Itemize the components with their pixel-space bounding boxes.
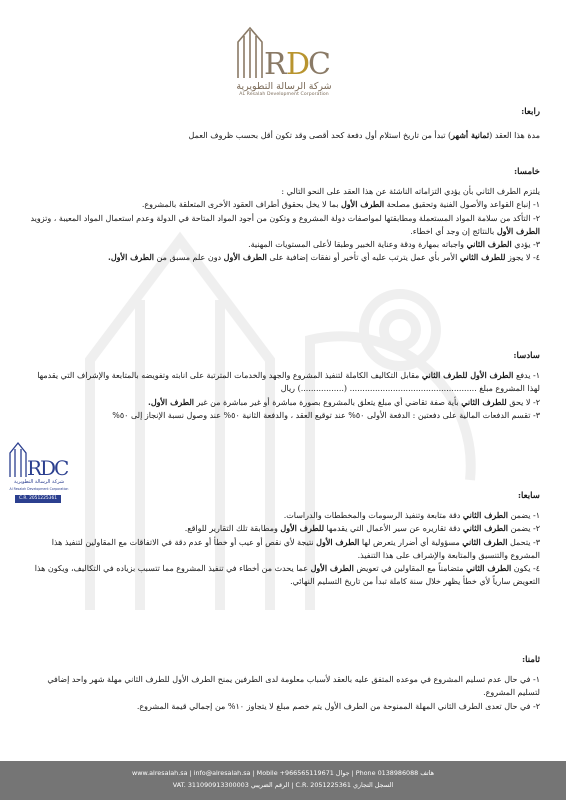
stamp-company-en: Al Resalah Development Corporation [9, 487, 69, 491]
list-item: ١- يدفع الطرف الأول للطرف الثاني مقابل التكاليف الكاملة لتنفيذ المشروع والجهد والخدمات المترتبة على انابته وتفويضه بالمتابعة والإشراف التي يقدمها لهذا المشروع مبلغ .................................................. (.................) ريال [37, 370, 540, 394]
svg-text:C: C [54, 456, 70, 480]
rdc-logo-icon [234, 22, 334, 80]
section-intro: يلتزم الطرف الثاني بأن يؤدي التزاماته الناشئة عن هذا العقد على النحو التالي : [281, 187, 540, 197]
list-item: ٤- لا يجوز للطرف الثاني الأمر بأي عمل يترتب عليه أي تأخير أو نفقات إضافية على الطرف الأول دون علم مسبق من الطرف الأول. [108, 252, 540, 263]
footer-contact-line: www.alresalah.sa | info@alresalah.sa | Mobile +966565119671 جوال | Phone 0138986088 هاتف [132, 769, 434, 777]
list-item: ٢- في حال تعدى الطرف الثاني المهلة الممنوحة من الطرف الأول يتم خصم مبلغ لا يتجاوز ١٠% من إجمالي قيمة المشروع. [136, 701, 540, 711]
company-logo [228, 22, 340, 108]
list-item: ١- في حال عدم تسليم المشروع في موعده المتفق عليه بالعقد لأسباب معلومة لدى الطرفين يمنح الطرف الأول للطرف الثاني مهلة شهر واحد إضافي لتسليم المشروع. [47, 675, 540, 698]
list-item: ٣- يتحمل الطرف الثاني مسؤولية أي أضرار يتعرض لها الطرف الأول نتيجة لأي نقص أو عيب أو خطأ أو عدم دقة في الاتفاقات مع المقاولين لتنفيذ هذا المشروع والتنسيق والمتابعة والإشراف على هذا التنفيذ. [51, 536, 540, 560]
section-sixth [30, 350, 540, 422]
section-heading: رابعا: [521, 107, 540, 117]
svg-text:R: R [27, 456, 43, 480]
list-item: ١- إنباع القواعد والأصول الفنية وتحقيق مصلحة الطرف الأول بما لا يخل بحقوق أطراف العقود الأخرى المتعلقة بالمشروع. [141, 199, 540, 210]
section-heading: سابعا: [517, 491, 540, 501]
logo-d-letter: D [286, 47, 311, 80]
list-item: ٢- لا يحق للطرف الثاني بأية صفة تقاضي أي مبلغ يتعلق بالمشروع بصورة مباشرة أو غير مباشرة من غير الطرف الأول. [148, 396, 540, 407]
section-heading: خامسا: [514, 167, 540, 177]
list-item: ٢- يضمن الطرف الثاني دقة تقاريره عن سير الأعمال التي يقدمها للطرف الأول ومطابقة تلك التقارير للواقع. [184, 523, 540, 534]
section-fifth [30, 166, 540, 264]
company-name-en: AL Resalah Development Corporation [239, 92, 329, 97]
company-name-ar: شركة الرسالة التطويرية [236, 81, 332, 92]
list-item: ٣- يؤدي الطرف الثاني واجباته بمهارة ودقة وعناية الخبير وطبقا لأعلى المستويات المهنية. [248, 239, 540, 250]
stamp-company-ar: شركة الرسالة التطويرية [13, 479, 65, 485]
list-item: ٣- تقسم الدفعات المالية على دفعتين : الدفعة الأولى ٥٠% عند توقيع العقد ، والدفعة الثانية ٥٠% عند وصول نسبة الإنجاز إلى ٥٠% [112, 410, 540, 420]
logo-r-letter: R [264, 47, 287, 80]
page-footer [0, 761, 566, 800]
section-seventh [30, 490, 540, 588]
section-heading: ثامنا: [522, 655, 540, 665]
section-paragraph: مدة هذا العقد (ثمانية أشهر) تبدأ من تاريخ استلام أول دفعة كحد أقصى وقد تكون أقل بحسب ظروف العمل [188, 130, 540, 141]
section-heading: سادسا: [513, 351, 540, 361]
footer-registration-line: VAT. 311090913300003 الرقم الضريبي | C.R. 2051225361 السجل التجاري [172, 781, 394, 789]
list-item: ٢- التأكد من سلامة المواد المستعملة ومطابقتها لمواصفات دولة المشروع و وتكون من أجود المواد المتاحة في الدولة وعدم استعمال المواد المعيبة ، وتزويد الطرف الأول بالنتائج إن وجد أي اخطاء. [30, 213, 540, 236]
stamp-cr-number: C.R. 2051225361 [15, 495, 61, 503]
logo-c-letter: C [308, 47, 331, 80]
section-fourth [30, 106, 540, 142]
list-item: ٤- يكون الطرف الثاني متضامناً مع المقاولين في تعويض الطرف الأول عما يحدث من أخطاء في تنفيذ المشروع مما تتسبب بزياده في التكاليف، ويكون هذا التعويض سارياً لأي خطأ يظهر خلال سنة كاملة تبدأ من تاريخ التسليم النهائي. [34, 563, 540, 587]
list-item: ١- يضمن الطرف الثاني دقة متابعة وتنفيذ الرسومات والمخططات والدراسات. [283, 510, 540, 521]
section-eighth [30, 654, 540, 713]
svg-text:D: D [40, 456, 57, 480]
